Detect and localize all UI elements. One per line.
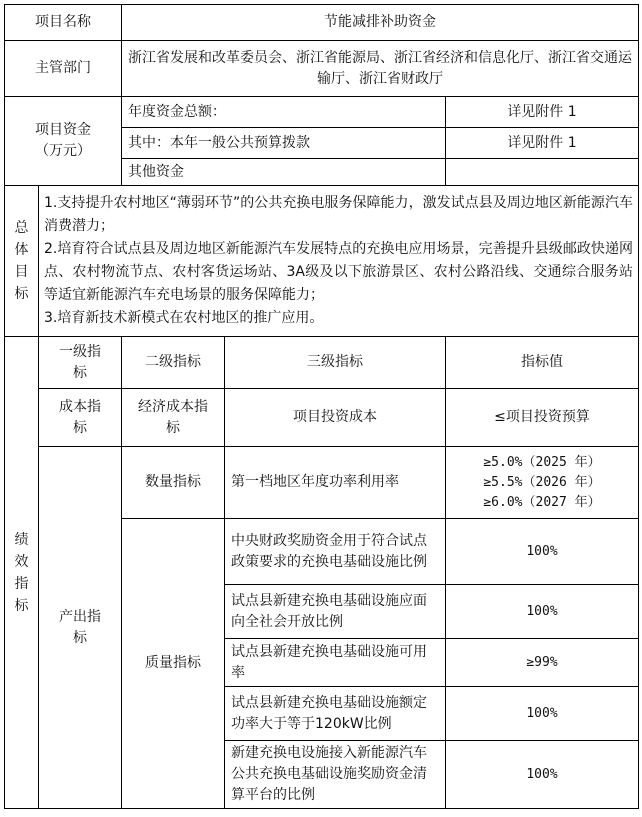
funds-budget-name: 其中：本年一般公共预算拨款: [122, 128, 446, 159]
performance-label: [5, 337, 39, 809]
quality-level3-5: 新建充换电设施接入新能源汽车公共充换电基础设施奖励资金清算平台的比例: [225, 741, 446, 809]
cost-level2: 经济成本指标: [122, 389, 225, 447]
funds-total-row: [5, 97, 639, 128]
overall-goal-row: [5, 186, 639, 337]
quality-value-3: ≥99%: [446, 639, 639, 687]
header-level3: 三级指标: [225, 337, 446, 389]
quantity-value-2025: ≥5.0%（2025 年）: [483, 454, 601, 470]
department-row: [5, 41, 639, 97]
project-name-label: 项目名称: [5, 5, 122, 41]
quality-level3-4: 试点县新建充换电基础设施额定功率大于等于120kW比例: [225, 687, 446, 741]
overall-goal-item-2: 2.培育符合试点县及周边地区新能源汽车发展特点的充换电应用场景，完善提升县级邮政快递网点、农村物流节点、农村客货运场站、3A级及以下旅游景区、农村公路沿线、交通综合服务站等适宜新能源汽车充电场景的服务保障能力；: [44, 241, 633, 303]
quality-value-2: 100%: [446, 585, 639, 639]
funds-label-line1: 项目资金: [35, 122, 91, 138]
quality-level2: 质量指标: [122, 519, 225, 809]
project-name-value: 节能减排补助资金: [122, 5, 639, 41]
project-info-table: [4, 4, 639, 809]
overall-goal-item-3: 3.培育新技术新模式在农村地区的推广应用。: [44, 310, 324, 326]
quantity-level3: 第一档地区年度功率利用率: [225, 447, 446, 519]
cost-row: [5, 389, 639, 447]
header-value: 指标值: [446, 337, 639, 389]
quality-level3-2: 试点县新建充换电基础设施应面向全社会开放比例: [225, 585, 446, 639]
funds-other-value: [446, 159, 639, 186]
quantity-row: [5, 447, 639, 519]
department-value: 浙江省发展和改革委员会、浙江省能源局、浙江省经济和信息化厅、浙江省交通运输厅、浙江省财政厅: [122, 41, 639, 97]
funds-label-line2: （万元）: [35, 143, 91, 159]
funds-total-name: 年度资金总额：: [122, 97, 446, 128]
header-level1: 一级指标: [39, 337, 122, 389]
overall-goal-label: [5, 186, 39, 337]
funds-label: [5, 97, 122, 186]
quantity-value-2027: ≥6.0%（2027 年）: [483, 494, 601, 510]
funds-total-value: 详见附件 1: [446, 97, 639, 128]
quality-value-4: 100%: [446, 687, 639, 741]
overall-goal-item-1: 1.支持提升农村地区“薄弱环节”的公共充换电服务保障能力，激发试点县及周边地区新能源汽车消费潜力；: [44, 195, 633, 234]
quantity-values: [446, 447, 639, 519]
overall-goal-content: [39, 186, 639, 337]
cost-level3: 项目投资成本: [225, 389, 446, 447]
quantity-value-2026: ≥5.5%（2026 年）: [483, 474, 601, 490]
department-label: 主管部门: [5, 41, 122, 97]
quality-value-5: 100%: [446, 741, 639, 809]
performance-header-row: [5, 337, 639, 389]
quality-level3-1: 中央财政奖励资金用于符合试点政策要求的充换电基础设施比例: [225, 519, 446, 585]
cost-level1: 成本指标: [39, 389, 122, 447]
overall-goal-label-text: 总体目标: [14, 220, 29, 302]
quality-level3-3: 试点县新建充换电基础设施可用率: [225, 639, 446, 687]
project-name-row: [5, 5, 639, 41]
cost-value: ≤项目投资预算: [446, 389, 639, 447]
performance-label-text: 绩效指标: [14, 531, 29, 614]
header-level2: 二级指标: [122, 337, 225, 389]
quantity-level2: 数量指标: [122, 447, 225, 519]
funds-other-name: 其他资金: [122, 159, 446, 186]
output-level1: 产出指标: [39, 447, 122, 809]
funds-budget-value: 详见附件 1: [446, 128, 639, 159]
quality-value-1: 100%: [446, 519, 639, 585]
